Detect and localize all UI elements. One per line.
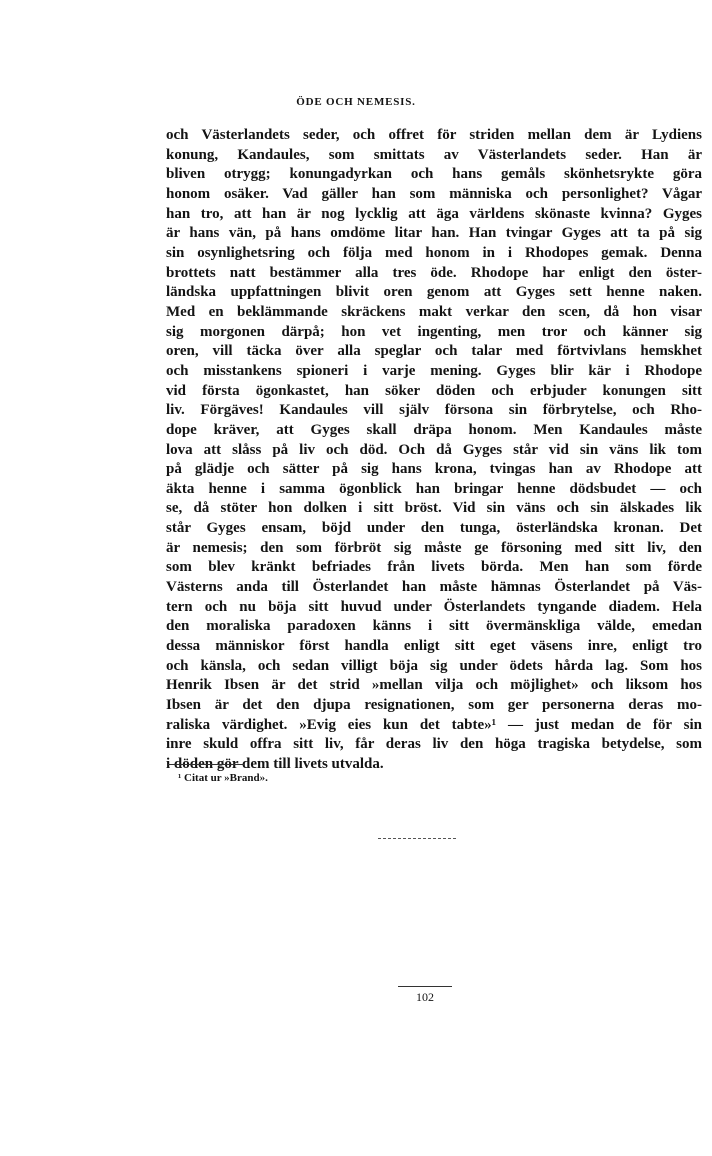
text-line: som blev kränkt befriades från livets börda. Men han som förde — [166, 559, 702, 576]
page-number: 102 — [416, 990, 434, 1004]
text-line: och misstankens spioneri i varje mening. Gyges blir kär i Rhodope — [166, 362, 702, 379]
text-line: står Gyges ensam, böjd under den tunga, österländska kronan. Det — [166, 520, 702, 537]
text-line: konung, Kandaules, som smittats av Västerlandets seder. Han är — [166, 146, 702, 163]
text-line: vid första ögonkastet, han söker döden och erbjuder konungen sitt — [166, 382, 702, 399]
text-line: sin osynlighetsring och följa med honom in i Rhodopes gemak. Denna — [166, 244, 702, 261]
section-separator — [378, 838, 456, 839]
body-text — [166, 126, 702, 775]
footnote-rule — [168, 764, 244, 765]
text-line: och Västerlandets seder, och offret för striden mellan dem är Lydiens — [166, 127, 702, 143]
text-line: liv. Förgäves! Kandaules vill själv försona sin förbrytelse, och Rho- — [166, 402, 702, 419]
text-line: ländska uppfattningen blivit oren genom att Gyges sett henne naken. — [166, 284, 702, 301]
text-line: se, då stöter hon dolken i sitt bröst. Vid sin väns och sin älskades lik — [166, 500, 702, 517]
text-line: han tro, att han är nog lycklig att äga världens skönaste kvinna? Gyges — [166, 205, 702, 222]
text-line: den moraliska paradoxen känns i sitt övermänskliga välde, emedan — [166, 618, 702, 635]
text-line: dope kräver, att Gyges skall dräpa honom. Men Kandaules måste — [166, 421, 702, 438]
text-line: bliven otrygg; konungadyrkan och hans gemåls skönhetsrykte göra — [166, 166, 702, 183]
text-line: dessa människor först handla enligt sitt eget väsens inre, enligt tro — [166, 638, 702, 655]
text-line: lova att slåss på liv och död. Och då Gyges står vid sin väns lik tom — [166, 441, 702, 458]
text-line: honom osäker. Vad gäller han som människa och personlighet? Vågar — [166, 185, 702, 202]
text-line: sig morgonen därpå; hon vet ingenting, men tror och känner sig — [166, 323, 702, 340]
text-line: tern och nu böja sitt huvud under Österlandets tyngande diadem. Hela — [166, 598, 702, 615]
text-line: brottets natt bestämmer alla tres öde. Rhodope har enligt den öster- — [166, 264, 702, 281]
text-line: i döden gör dem till livets utvalda. — [166, 756, 384, 772]
text-line: äkta henne i samma ögonblick han bringar henne dödsbudet — och — [166, 480, 702, 497]
text-line: är nemesis; den som förbröt sig måste ge försoning med sitt liv, den — [166, 539, 702, 556]
text-line: Västerns anda till Österlandet han måste hämnas Österlandet på Väs- — [166, 579, 702, 596]
text-line: och känsla, och sedan villigt böja sig under ödets hårda lag. Som hos — [166, 657, 702, 674]
text-line: raliska värdighet. »Evig eies kun det tabte»¹ — just medan de för sin — [166, 716, 702, 733]
text-line: Med en beklämmande skräckens makt verkar den scen, då hon visar — [166, 303, 702, 320]
text-line: oren, vill täcka över alla speglar och talar med förtvivlans hemskhet — [166, 343, 702, 360]
text-line: är hans vän, på hans omdöme litar han. Han tvingar Gyges att ta på sig — [166, 225, 702, 242]
footnote: ¹ Citat ur »Brand». — [178, 772, 268, 784]
text-line: på glädje och sätter på sig hans krona, tvingas han av Rhodope att — [166, 461, 702, 478]
text-line: Ibsen är det den djupa resignationen, som ger personerna deras mo- — [166, 697, 702, 714]
page-number-rule — [398, 986, 452, 987]
text-line: Henrik Ibsen är det strid »mellan vilja och möjlighet» och liksom hos — [166, 677, 702, 694]
running-head: ÖDE OCH NEMESIS. — [296, 96, 416, 108]
text-line: inre skuld offra sitt liv, får deras liv den höga tragiska betydelse, som — [166, 736, 702, 753]
